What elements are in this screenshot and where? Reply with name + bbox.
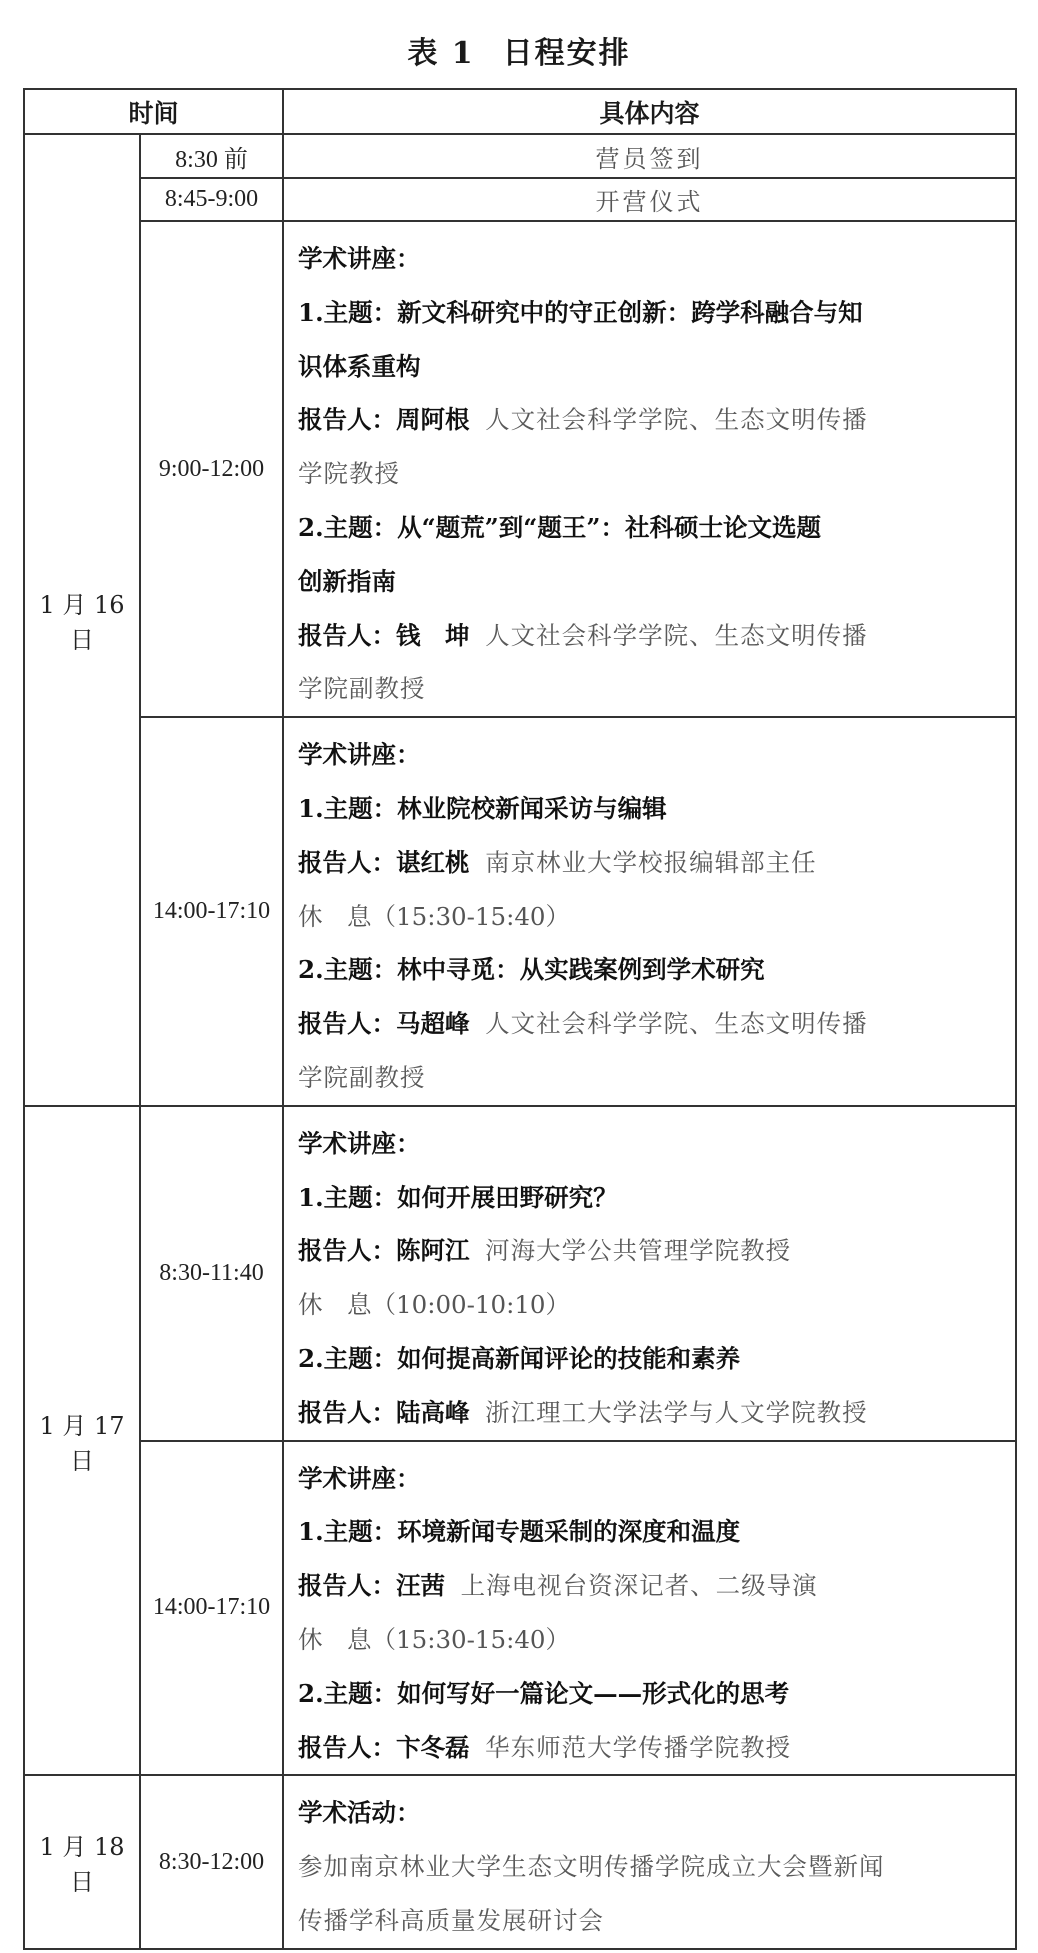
table-row xyxy=(24,134,1016,178)
speaker-affiliation: 学院副教授 xyxy=(298,674,426,704)
table-row xyxy=(24,717,1016,1106)
speaker-label: 报告人： xyxy=(298,1236,397,1266)
activity-text: 传播学科高质量发展研讨会 xyxy=(298,1905,605,1935)
topic-text: 从“题荒”到“题王”：社科硕士论文选题 xyxy=(397,512,821,542)
table-number: 表 1 xyxy=(407,36,475,71)
time-cell: 9:00-12:00 xyxy=(140,221,283,717)
table-row xyxy=(24,1775,1016,1948)
time-cell: 8:30 前 xyxy=(140,134,283,178)
table-row xyxy=(24,178,1016,221)
break-time: （15:30-15:40） xyxy=(371,901,571,931)
speaker-label: 报告人： xyxy=(298,847,397,877)
topic-label: 1.主题： xyxy=(298,297,398,327)
session-heading: 学术讲座： xyxy=(298,1128,421,1158)
break-time: （10:00-10:10） xyxy=(371,1290,571,1320)
date-cell: 1 月 18 日 xyxy=(24,1775,140,1948)
speaker-name: 谌红桃 xyxy=(396,847,470,877)
content-cell: 营员签到 xyxy=(283,134,1016,178)
content-cell xyxy=(283,717,1016,1106)
topic-text: 林中寻觅：从实践案例到学术研究 xyxy=(397,955,765,985)
break-label: 休 息 xyxy=(298,1290,372,1320)
topic-text: 创新指南 xyxy=(298,566,397,596)
topic-text: 如何提高新闻评论的技能和素养 xyxy=(397,1343,741,1373)
header-row xyxy=(24,89,1016,134)
activity-text: 参加南京林业大学生态文明传播学院成立大会暨新闻 xyxy=(298,1852,885,1882)
content-cell xyxy=(283,1775,1016,1948)
speaker-label: 报告人： xyxy=(298,1571,397,1601)
speaker-affiliation: 人文社会科学学院、生态文明传播 xyxy=(485,1009,868,1039)
schedule-table xyxy=(23,88,1017,1950)
speaker-label: 报告人： xyxy=(298,1397,397,1427)
content-cell xyxy=(283,221,1016,717)
topic-text: 林业院校新闻采访与编辑 xyxy=(397,793,667,823)
speaker-label: 报告人： xyxy=(298,405,397,435)
speaker-name: 钱 坤 xyxy=(396,620,470,650)
content-cell xyxy=(283,1106,1016,1441)
table-row xyxy=(24,1106,1016,1441)
speaker-affiliation: 南京林业大学校报编辑部主任 xyxy=(485,847,817,877)
speaker-affiliation: 浙江理工大学法学与人文学院教授 xyxy=(485,1397,868,1427)
session-heading: 学术讲座： xyxy=(298,740,421,770)
topic-label: 1.主题： xyxy=(298,1182,398,1212)
speaker-affiliation: 学院教授 xyxy=(298,459,401,489)
speaker-name: 陆高峰 xyxy=(396,1397,470,1427)
time-cell: 14:00-17:10 xyxy=(140,1441,283,1776)
content-cell xyxy=(283,1441,1016,1776)
speaker-affiliation: 人文社会科学学院、生态文明传播 xyxy=(485,405,868,435)
table-row xyxy=(24,221,1016,717)
time-cell: 8:30-11:40 xyxy=(140,1106,283,1441)
speaker-affiliation: 学院副教授 xyxy=(298,1062,426,1092)
speaker-affiliation: 河海大学公共管理学院教授 xyxy=(485,1236,792,1266)
date-cell: 1 月 16 日 xyxy=(24,134,140,1106)
topic-label: 2.主题： xyxy=(298,512,398,542)
topic-label: 2.主题： xyxy=(298,1678,398,1708)
speaker-name: 陈阿江 xyxy=(396,1236,470,1266)
break-label: 休 息 xyxy=(298,901,372,931)
time-cell: 14:00-17:10 xyxy=(140,717,283,1106)
speaker-affiliation: 华东师范大学传播学院教授 xyxy=(485,1732,792,1762)
speaker-name: 汪茜 xyxy=(396,1571,446,1601)
speaker-affiliation: 人文社会科学学院、生态文明传播 xyxy=(485,620,868,650)
topic-text: 如何开展田野研究？ xyxy=(397,1182,618,1212)
content-cell: 开营仪式 xyxy=(283,178,1016,221)
topic-label: 1.主题： xyxy=(298,1517,398,1547)
topic-label: 2.主题： xyxy=(298,955,398,985)
break-time: （15:30-15:40） xyxy=(371,1624,571,1654)
break-label: 休 息 xyxy=(298,1624,372,1654)
topic-text: 如何写好一篇论文——形式化的思考 xyxy=(397,1678,790,1708)
table-title-text: 日程安排 xyxy=(502,36,631,71)
speaker-name: 马超峰 xyxy=(396,1009,470,1039)
time-cell: 8:45-9:00 xyxy=(140,178,283,221)
speaker-label: 报告人： xyxy=(298,620,397,650)
speaker-label: 报告人： xyxy=(298,1732,397,1762)
header-content: 具体内容 xyxy=(283,89,1016,134)
topic-text: 新文科研究中的守正创新：跨学科融合与知 xyxy=(397,297,863,327)
table-title xyxy=(0,28,1038,72)
speaker-name: 周阿根 xyxy=(396,405,470,435)
session-heading: 学术讲座： xyxy=(298,244,421,273)
topic-text: 环境新闻专题采制的深度和温度 xyxy=(397,1517,741,1547)
speaker-affiliation: 上海电视台资深记者、二级导演 xyxy=(460,1571,818,1601)
header-time: 时间 xyxy=(24,89,283,134)
date-cell: 1 月 17 日 xyxy=(24,1106,140,1776)
time-cell: 8:30-12:00 xyxy=(140,1775,283,1948)
speaker-label: 报告人： xyxy=(298,1009,397,1039)
session-heading: 学术讲座： xyxy=(298,1463,421,1493)
speaker-name: 卞冬磊 xyxy=(396,1732,470,1762)
table-row xyxy=(24,1441,1016,1776)
topic-label: 1.主题： xyxy=(298,793,398,823)
session-heading: 学术活动： xyxy=(298,1798,421,1828)
topic-text: 识体系重构 xyxy=(298,351,421,381)
topic-label: 2.主题： xyxy=(298,1343,398,1373)
